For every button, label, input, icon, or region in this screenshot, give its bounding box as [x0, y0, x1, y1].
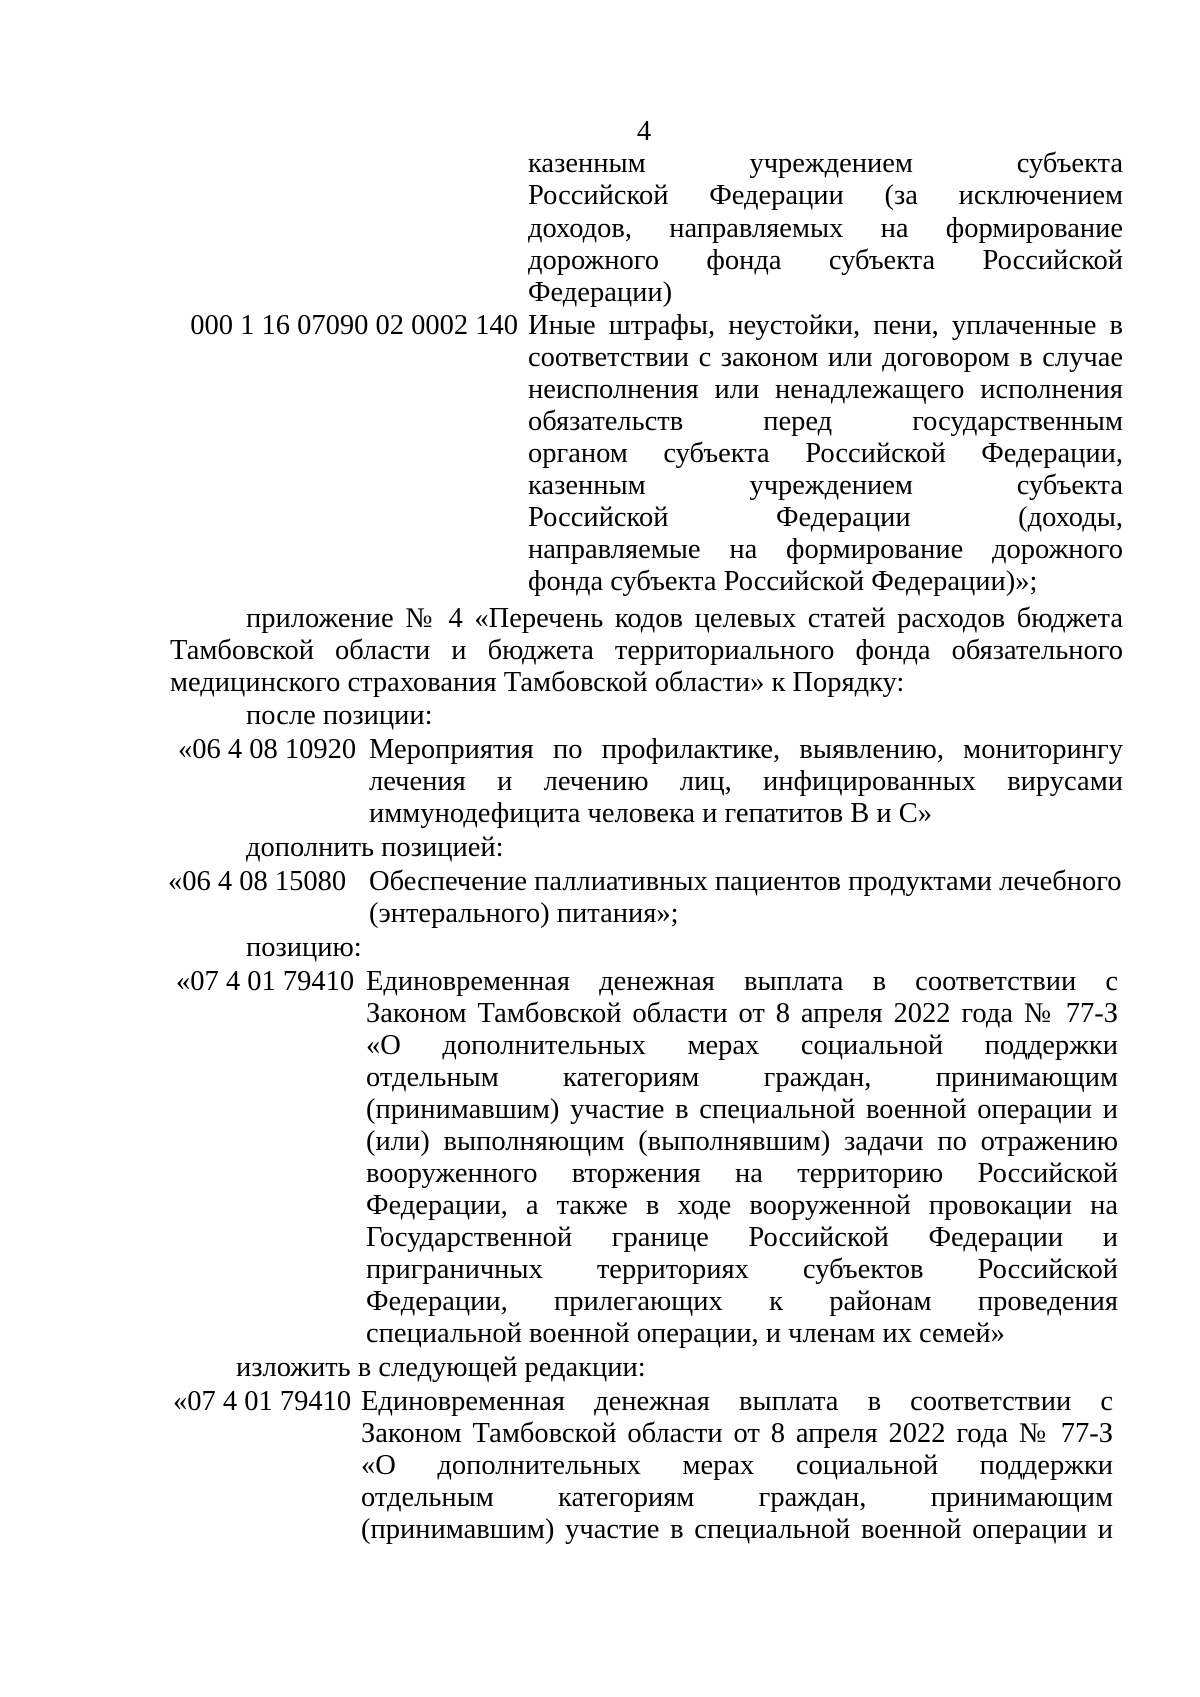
text-line: направляемые на формирование дорожного	[528, 534, 1123, 565]
after-position-label: после позиции:	[246, 700, 433, 731]
budget-code: «07 4 01 79410	[173, 1386, 352, 1417]
position-label: позицию:	[246, 932, 362, 963]
text-line: Иные штрафы, неустойки, пени, уплаченные в	[528, 310, 1123, 341]
text-line: «О дополнительных мерах социальной поддержки	[366, 1030, 1118, 1061]
page-number: 4	[636, 116, 652, 147]
text-line: казенным учреждением субъекта	[528, 148, 1123, 179]
text-line: доходов, направляемых на формирование	[528, 213, 1123, 244]
budget-code: «06 4 08 10920	[178, 734, 357, 765]
text-line: Федерации)	[528, 277, 673, 308]
text-line: (принимавшим) участие в специальной военной операции и	[366, 1094, 1118, 1125]
text-line: (принимавшим) участие в специальной военной операции и	[361, 1514, 1113, 1545]
text-line: приложение № 4 «Перечень кодов целевых статей расходов бюджета	[246, 603, 1123, 634]
text-line: Единовременная денежная выплата в соответствии с	[361, 1386, 1113, 1417]
budget-code: «06 4 08 15080	[168, 866, 347, 897]
text-line: приграничных территориях субъектов Российской	[366, 1254, 1118, 1285]
text-line: Обеспечение паллиативных пациентов продуктами лечебного	[369, 866, 1122, 897]
text-line: специальной военной операции, и членам их семей»	[366, 1318, 1005, 1349]
text-line: Российской Федерации (доходы,	[528, 502, 1123, 533]
text-line: (или) выполняющим (выполнявшим) задачи по отражению	[366, 1126, 1118, 1157]
text-line: неисполнения или ненадлежащего исполнения	[528, 374, 1123, 405]
text-line: Мероприятия по профилактике, выявлению, мониторингу	[369, 734, 1123, 765]
budget-code: «07 4 01 79410	[176, 966, 355, 997]
text-line: казенным учреждением субъекта	[528, 470, 1123, 501]
text-line: вооруженного вторжения на территорию Российской	[366, 1158, 1118, 1189]
text-line: «О дополнительных мерах социальной поддержки	[361, 1450, 1113, 1481]
text-line: Законом Тамбовской области от 8 апреля 2022 года № 77-З	[361, 1418, 1113, 1449]
add-position-label: дополнить позицией:	[246, 832, 504, 863]
text-line: Российской Федерации (за исключением	[528, 180, 1123, 211]
text-line: иммунодефицита человека и гепатитов В и С»	[369, 798, 933, 829]
text-line: отдельным категориям граждан, принимающим	[366, 1062, 1118, 1093]
text-line: обязательств перед государственным	[528, 406, 1123, 437]
text-line: Федерации, а также в ходе вооруженной провокации на	[366, 1190, 1118, 1221]
text-line: (энтерального) питания»;	[369, 898, 679, 929]
text-line: Единовременная денежная выплата в соответствии с	[366, 966, 1118, 997]
text-line: органом субъекта Российской Федерации,	[528, 438, 1123, 469]
restate-label: изложить в следующей редакции:	[236, 1352, 646, 1383]
text-line: фонда субъекта Российской Федерации)»;	[528, 566, 1038, 597]
text-line: Законом Тамбовской области от 8 апреля 2022 года № 77-З	[366, 998, 1118, 1029]
text-line: Федерации, прилегающих к районам проведения	[366, 1286, 1118, 1317]
text-line: лечения и лечению лиц, инфицированных вирусами	[369, 766, 1123, 797]
text-line: Тамбовской области и бюджета территориального фонда обязательного	[170, 635, 1123, 666]
text-line: медицинского страхования Тамбовской области» к Порядку:	[170, 667, 905, 698]
text-line: соответствии с законом или договором в случае	[528, 342, 1123, 373]
budget-code: 000 1 16 07090 02 0002 140	[190, 310, 518, 341]
text-line: дорожного фонда субъекта Российской	[528, 245, 1123, 276]
text-line: Государственной границе Российской Федерации и	[366, 1222, 1118, 1253]
text-line: отдельным категориям граждан, принимающим	[361, 1482, 1113, 1513]
